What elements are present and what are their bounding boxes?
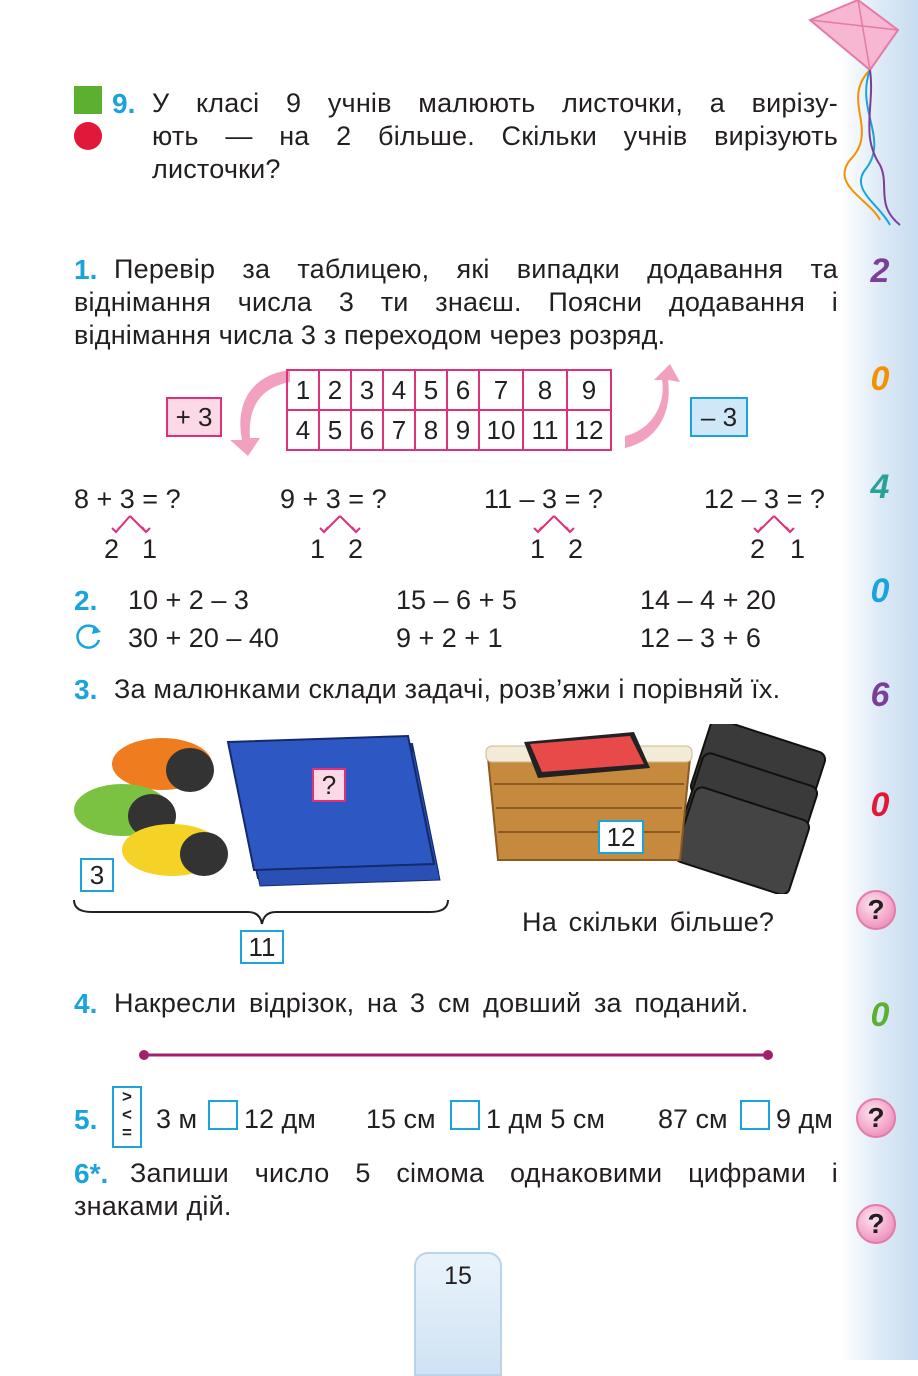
- table-row: [287, 370, 611, 410]
- example-4: 12 – 3 = ?: [704, 484, 825, 514]
- example-3: 11 – 3 = ?: [484, 484, 603, 514]
- basket-and-tablets-illustration: [484, 724, 840, 894]
- sidebar-digit-2: 0: [870, 360, 890, 398]
- table-cell: 5: [319, 410, 351, 450]
- table-cell: 8: [415, 410, 447, 450]
- task-5-item-3-left: 87 см: [658, 1104, 728, 1134]
- sidebar-digit-4: 0: [870, 572, 890, 610]
- part-1a: 2: [104, 534, 120, 564]
- part-4b: 1: [790, 534, 806, 564]
- part-3b: 2: [568, 534, 584, 564]
- table-cell: 3: [351, 370, 383, 410]
- question-mark-icon: ?: [856, 890, 896, 930]
- example-1: 8 + 3 = ?: [74, 484, 181, 514]
- task-1-line-2: віднімання числа 3 ти знаєш. Поясни додавання і: [74, 287, 838, 317]
- line-segment: [136, 1046, 780, 1064]
- total-box: 11: [240, 930, 284, 964]
- part-2b: 2: [348, 534, 364, 564]
- task-9-line-3: листочки?: [152, 154, 281, 184]
- table-cell: 4: [287, 410, 319, 450]
- mice-count-box: 3: [80, 858, 114, 892]
- page-number: 15: [444, 1262, 472, 1290]
- task-4-text: Накресли відрізок, на 3 см довший за поданий.: [114, 988, 749, 1018]
- task-5-item-3-right: 9 дм: [776, 1104, 833, 1134]
- task-5-number: 5.: [74, 1104, 98, 1135]
- task-1-line-1: Перевір за таблицею, які випадки додавання та: [114, 254, 838, 284]
- task-2-expr-5: 9 + 2 + 1: [396, 623, 503, 653]
- sidebar-digit-5: 6: [870, 676, 890, 714]
- task-2-expr-1: 10 + 2 – 3: [128, 585, 249, 615]
- red-dot-icon: [74, 122, 102, 150]
- task-6-line-1: Запиши число 5 сімома однаковими цифрами і: [130, 1158, 838, 1188]
- split-arrows: [0, 510, 840, 540]
- table-cell: 8: [523, 370, 567, 410]
- table-cell: 7: [383, 410, 415, 450]
- plus-3-label: + 3: [166, 397, 222, 437]
- table-cell: 7: [479, 370, 523, 410]
- refresh-icon: [74, 622, 104, 652]
- pads-question-label: ?: [312, 768, 346, 802]
- sidebar-digit-1: 2: [870, 252, 890, 290]
- task-1-line-3: віднімання числа 3 з переходом через розряд.: [74, 320, 666, 350]
- task-3-question: На скільки більше?: [522, 907, 775, 937]
- table-cell: 5: [415, 370, 447, 410]
- question-mark-icon: ?: [856, 1204, 896, 1244]
- table-cell: 4: [383, 370, 415, 410]
- minus-3-label: – 3: [690, 397, 748, 437]
- basket-count-box: 12: [598, 820, 644, 854]
- task-1-number: 1.: [74, 254, 98, 285]
- task-5-item-2-left: 15 см: [366, 1104, 436, 1134]
- addition-table: [286, 369, 612, 451]
- example-2: 9 + 3 = ?: [280, 484, 387, 514]
- task-9-number: 9.: [112, 88, 136, 119]
- answer-square[interactable]: [740, 1100, 770, 1130]
- task-5-item-1-right: 12 дм: [244, 1104, 316, 1134]
- table-row: [287, 410, 611, 450]
- answer-square[interactable]: [450, 1100, 480, 1130]
- part-1b: 1: [142, 534, 158, 564]
- mice-and-pads-illustration: [72, 722, 452, 892]
- task-5-item-2-right: 1 дм 5 см: [486, 1104, 605, 1134]
- green-square-icon: [74, 86, 102, 114]
- sidebar-digit-6: 0: [870, 786, 890, 824]
- answer-square[interactable]: [208, 1100, 238, 1130]
- table-cell: 10: [479, 410, 523, 450]
- sidebar-digit-3: 4: [870, 468, 890, 506]
- right-sidebar: [840, 0, 918, 1360]
- table-cell: 11: [523, 410, 567, 450]
- task-9-line-1: У класі 9 учнів малюють листочки, а вирізу-: [152, 88, 838, 118]
- table-cell: 12: [567, 410, 611, 450]
- part-4a: 2: [750, 534, 766, 564]
- task-2-expr-2: 15 – 6 + 5: [396, 585, 517, 615]
- task-9-line-2: ють — на 2 більше. Скільки учнів вирізують: [152, 121, 838, 151]
- task-2-expr-4: 30 + 20 – 40: [128, 623, 279, 653]
- task-2-expr-3: 14 – 4 + 20: [640, 585, 776, 615]
- table-cell: 1: [287, 370, 319, 410]
- part-2a: 1: [310, 534, 326, 564]
- task-2-number: 2.: [74, 585, 98, 616]
- sidebar-digit-7: 0: [870, 996, 890, 1034]
- comparison-signs-box: > < =: [112, 1086, 142, 1148]
- task-4-number: 4.: [74, 988, 98, 1019]
- task-2-expr-6: 12 – 3 + 6: [640, 623, 761, 653]
- table-cell: 2: [319, 370, 351, 410]
- task-5-item-1-left: 3 м: [156, 1104, 198, 1134]
- task-3-number: 3.: [74, 674, 98, 705]
- task-6-number: 6*.: [74, 1158, 109, 1189]
- question-mark-icon: ?: [856, 1098, 896, 1138]
- part-3a: 1: [530, 534, 546, 564]
- table-cell: 6: [351, 410, 383, 450]
- table-cell: 9: [447, 410, 479, 450]
- task-6-line-2: знаками дій.: [74, 1191, 232, 1221]
- table-cell: 6: [447, 370, 479, 410]
- brace-graphic: [72, 898, 452, 926]
- task-3-text: За малюнками склади задачі, розв’яжи і порівняй їх.: [114, 674, 781, 704]
- table-cell: 9: [567, 370, 611, 410]
